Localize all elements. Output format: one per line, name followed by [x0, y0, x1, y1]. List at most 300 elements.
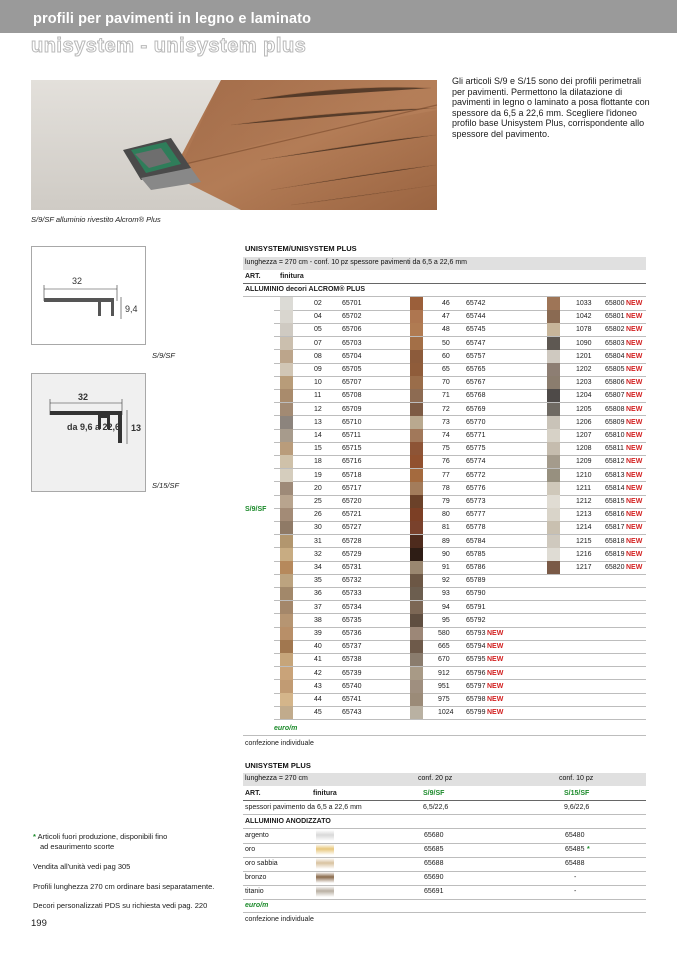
- table1-swatch: [280, 363, 293, 376]
- table1-article-code: 65742: [466, 300, 486, 307]
- table1-article-code: 65808: [605, 405, 625, 413]
- table1-article-code: 65785: [466, 550, 486, 558]
- table1-swatch: [280, 521, 293, 534]
- table1-row-rule: [274, 627, 646, 628]
- table1-row-rule: [274, 600, 646, 601]
- table2-euro: euro/m: [245, 902, 269, 909]
- profile-s15sf-range: da 9,6 a 22,6: [67, 422, 121, 432]
- table1-code: 1204: [576, 392, 592, 400]
- table1-code: 48: [442, 326, 450, 334]
- table1-code: 1216: [576, 550, 592, 558]
- table2-code-2: 65485: [565, 846, 585, 853]
- table2-code-2: 65488: [565, 860, 585, 867]
- table1-packaging: confezione individuale: [245, 740, 314, 747]
- footnote-star: *: [33, 832, 36, 841]
- table1-code: 07: [314, 339, 322, 347]
- table1-swatch: [410, 363, 423, 376]
- table1-article-code: 65813: [605, 471, 625, 479]
- table1-code: 73: [442, 418, 450, 426]
- table1-code: 1213: [576, 511, 592, 519]
- table1-swatch: [547, 508, 560, 521]
- table1-article-code: 65818: [605, 537, 625, 545]
- table2-col-art: ART.: [245, 790, 261, 797]
- table1-new-badge: NEW: [487, 709, 504, 717]
- table1-swatch: [410, 508, 423, 521]
- profile-s15sf-height: 13: [131, 423, 142, 433]
- table1-article-code: 65770: [466, 418, 486, 426]
- table1-code: 1214: [576, 524, 592, 532]
- table1-code: 77: [442, 471, 450, 479]
- table2-swatch: [316, 858, 334, 869]
- table1-code: 1212: [576, 498, 592, 505]
- table2-row-rule: [243, 899, 646, 900]
- table1-article-code: 65767: [466, 379, 486, 387]
- table1-new-badge: NEW: [626, 484, 643, 492]
- table1-swatch: [280, 587, 293, 600]
- table1-code: 1205: [576, 405, 592, 413]
- table2-row-rule: [243, 871, 646, 872]
- table1-article-code: 65812: [605, 458, 625, 466]
- table1-code: 15: [314, 445, 322, 453]
- table1-swatch: [410, 667, 423, 680]
- table1-swatch: [547, 389, 560, 402]
- table1-swatch: [280, 653, 293, 666]
- profile-s9sf-label: S/9/SF: [152, 351, 175, 360]
- table1-code: 34: [314, 564, 322, 571]
- table1-row-rule: [274, 693, 646, 694]
- footnote-1b: ad esaurimento scorte: [40, 841, 115, 851]
- table1-new-badge: NEW: [626, 564, 643, 571]
- table1-new-badge: NEW: [487, 696, 504, 703]
- table1-code: 74: [442, 432, 450, 439]
- table2-finish-name: bronzo: [245, 874, 267, 881]
- table1-code: 43: [314, 682, 322, 690]
- table1-swatch: [410, 403, 423, 416]
- table1-code: 1090: [576, 339, 592, 347]
- table1-code: 31: [314, 537, 322, 545]
- table1-swatch: [410, 627, 423, 640]
- table1-code: 45: [314, 709, 322, 717]
- product-photo-illustration: [31, 80, 437, 210]
- table1-code: 08: [314, 352, 322, 360]
- table1-article-code: 65727: [342, 524, 362, 532]
- table2-code-1: 65688: [424, 860, 444, 867]
- table1-new-badge: NEW: [626, 511, 643, 519]
- table1-new-badge: NEW: [626, 313, 643, 321]
- table1-new-badge: NEW: [626, 300, 643, 307]
- table1-new-badge: NEW: [626, 326, 643, 334]
- table1-new-badge: NEW: [626, 471, 643, 479]
- table1-article-code: 65814: [605, 484, 625, 492]
- table2-finish-name: argento: [245, 832, 269, 839]
- table1-row-rule: [274, 587, 646, 588]
- table1-swatch: [547, 495, 560, 508]
- table1-swatch: [280, 442, 293, 455]
- table1-title: UNISYSTEM/UNISYSTEM PLUS: [245, 244, 357, 253]
- table1-swatch: [547, 323, 560, 336]
- table1-code: 13: [314, 418, 322, 426]
- table1-code: 1202: [576, 366, 592, 373]
- table1-code: 65: [442, 366, 450, 373]
- table1-swatch: [280, 561, 293, 574]
- table1-code: 81: [442, 524, 450, 532]
- table1-swatch: [280, 508, 293, 521]
- table1-article-code: 65710: [342, 418, 362, 426]
- table2-swatch: [316, 886, 334, 897]
- table1-article-code: 65790: [466, 590, 486, 598]
- table1-article-code: 65728: [342, 537, 362, 545]
- table1-swatch: [410, 706, 423, 719]
- table1-swatch: [280, 403, 293, 416]
- table1-article-code: 65718: [342, 471, 362, 479]
- table1-swatch: [547, 442, 560, 455]
- table1-code: 76: [442, 458, 450, 466]
- table1-article-code: 65815: [605, 498, 625, 505]
- table1-article-code: 65757: [466, 352, 486, 360]
- table1-swatch: [410, 574, 423, 587]
- table1-swatch: [410, 429, 423, 442]
- table2-thickness2: 9,6/22,6: [564, 804, 590, 811]
- table1-code: 1206: [576, 418, 592, 426]
- table1-swatch: [280, 627, 293, 640]
- table1-article-code: 65794: [466, 643, 486, 651]
- table1-code: 1215: [576, 537, 592, 545]
- table1-code: 1211: [576, 484, 592, 492]
- table1-article-code: 65739: [342, 669, 362, 677]
- table1-swatch: [280, 548, 293, 561]
- table1-article-code: 65817: [605, 524, 625, 532]
- table1-article-code: 65709: [342, 405, 362, 413]
- table1-code: 665: [438, 643, 450, 651]
- table1-code: 12: [314, 405, 322, 413]
- table1-article-code: 65803: [605, 339, 625, 347]
- table1-new-badge: NEW: [626, 432, 643, 439]
- table1-code: 72: [442, 405, 450, 413]
- table1-swatch: [410, 416, 423, 429]
- profile-s9sf-drawing: [32, 247, 147, 346]
- table2-header-row: [243, 787, 646, 800]
- table1-swatch: [547, 350, 560, 363]
- table1-swatch: [280, 667, 293, 680]
- table2-finish-name: oro: [245, 846, 256, 853]
- table1-new-badge: NEW: [626, 458, 643, 466]
- table1-swatch: [410, 601, 423, 614]
- table1-article-code: 65737: [342, 643, 362, 651]
- table1-swatch: [410, 350, 423, 363]
- table1-code: 1201: [576, 352, 592, 360]
- table1-row-rule: [274, 613, 646, 614]
- table1-swatch: [410, 561, 423, 574]
- table2-conf1: conf. 20 pz: [418, 775, 453, 782]
- table1-code: 94: [442, 603, 450, 611]
- table1-swatch: [547, 416, 560, 429]
- table1-new-badge: NEW: [487, 656, 504, 664]
- table1-swatch: [280, 535, 293, 548]
- table1-article-code: 65802: [605, 326, 625, 334]
- table1-new-badge: NEW: [626, 445, 643, 453]
- table1-article-code: 65717: [342, 484, 362, 492]
- table1-code: 11: [314, 392, 322, 400]
- table1-code: 670: [438, 656, 450, 664]
- table1-swatch: [547, 521, 560, 534]
- table2-swatch: [316, 872, 334, 883]
- table1-group-row: [243, 283, 646, 296]
- table1-swatch: [280, 455, 293, 468]
- table1-code: 1208: [576, 445, 592, 453]
- profile-s9sf-width: 32: [72, 276, 83, 286]
- table1-article-code: 65806: [605, 379, 625, 387]
- table2-row-rule: [243, 857, 646, 858]
- table1-code: 14: [314, 432, 322, 439]
- table1-code: 75: [442, 445, 450, 453]
- product-photo: [31, 80, 437, 210]
- table1-code: 912: [438, 669, 450, 677]
- table1-swatch: [410, 548, 423, 561]
- table1-swatch: [280, 574, 293, 587]
- table2-swatch: [316, 844, 334, 855]
- table1-article-code: 65792: [466, 616, 486, 624]
- table1-swatch: [280, 469, 293, 482]
- table1-code: 44: [314, 696, 322, 703]
- profile-s9sf-height: 9,4: [125, 304, 138, 314]
- page-title: profili per pavimenti in legno e laminato: [33, 11, 312, 27]
- table1-swatch: [280, 614, 293, 627]
- table1-code: 30: [314, 524, 322, 532]
- table2-art2: S/15/SF: [564, 790, 590, 797]
- table1-swatch: [410, 521, 423, 534]
- table1-swatch: [547, 376, 560, 389]
- table2-code-2: -: [574, 874, 577, 881]
- table1-subtitle: lunghezza = 270 cm - conf. 10 pz spessore pavimenti da 6,5 a 22,6 mm: [245, 259, 467, 266]
- table2-conf2: conf. 10 pz: [559, 775, 594, 782]
- table1-article-code: 65773: [466, 498, 486, 505]
- table1-swatch: [410, 442, 423, 455]
- table1-new-badge: NEW: [626, 524, 643, 532]
- table1-code: 1033: [576, 300, 592, 307]
- table1-swatch: [410, 587, 423, 600]
- table2-finish-name: titanio: [245, 888, 264, 895]
- table1-code: 37: [314, 603, 322, 611]
- table2-code-2: 65480: [565, 832, 585, 839]
- table1-code: 93: [442, 590, 450, 598]
- table1-new-badge: NEW: [487, 669, 504, 677]
- table1-article-code: 65793: [466, 630, 486, 637]
- table1-code: 951: [438, 682, 450, 690]
- profile-s15sf-width: 32: [78, 392, 89, 402]
- table1-article-code: 65784: [466, 537, 486, 545]
- table2-code-1: 65690: [424, 874, 444, 881]
- table1-code: 80: [442, 511, 450, 519]
- page-subtitle: unisystem - unisystem plus: [31, 35, 307, 57]
- table1-code: 78: [442, 484, 450, 492]
- photo-caption: S/9/SF alluminio rivestito Alcrom® Plus: [31, 215, 161, 224]
- table1-row-rule: [274, 640, 646, 641]
- table2-subtitle-row: [243, 773, 646, 786]
- table1-code: 10: [314, 379, 322, 387]
- footnote-2: Vendita all'unità vedi pag 305: [33, 862, 131, 871]
- table1-article-code: 65707: [342, 379, 362, 387]
- table1-code: 95: [442, 616, 450, 624]
- table1-article-code: 65720: [342, 498, 362, 505]
- table1-article-code: 65795: [466, 656, 486, 664]
- table1-swatch: [410, 310, 423, 323]
- footnote-discontinued: [33, 832, 167, 851]
- table1-code: 1024: [438, 709, 454, 717]
- table1-swatch: [280, 429, 293, 442]
- table1-swatch: [410, 376, 423, 389]
- table1-code: 47: [442, 313, 450, 321]
- table2-title: UNISYSTEM PLUS: [245, 761, 311, 770]
- table1-code: 39: [314, 630, 322, 637]
- table2-finish-name: oro sabbia: [245, 860, 278, 867]
- table1-new-badge: NEW: [487, 643, 504, 651]
- profile-drawing-s9sf: [31, 246, 146, 345]
- table1-article-code: 65774: [466, 458, 486, 466]
- table1-article-code: 65736: [342, 630, 362, 637]
- table2-star: *: [587, 846, 590, 853]
- intro-text: Gli articoli S/9 e S/15 sono dei profili perimetrali per pavimenti. Permettono la dilatazione di pavimenti in legno o laminato a posa flottante con spessore da 6,5 a 22,6 mm. Scegliere l'idoneo profilo base Unisystem Plus, corrispondente allo spessore del pavimento.: [452, 76, 650, 139]
- table2-row-rule: [243, 885, 646, 886]
- table2-subtitle: lunghezza = 270 cm: [245, 775, 308, 782]
- table1-code: 35: [314, 577, 322, 585]
- table1-article-code: 65809: [605, 418, 625, 426]
- table1-code: 38: [314, 616, 322, 624]
- table1-new-badge: NEW: [626, 498, 643, 505]
- table1-code: 02: [314, 300, 322, 307]
- table1-article-code: 65772: [466, 471, 486, 479]
- table1-swatch: [280, 693, 293, 706]
- table1-code: 71: [442, 392, 450, 400]
- table1-swatch: [547, 561, 560, 574]
- table2-art1: S/9/SF: [423, 790, 445, 797]
- table1-swatch: [410, 693, 423, 706]
- table1-swatch: [280, 297, 293, 310]
- table1-article-code: 65807: [605, 392, 625, 400]
- table1-swatch: [410, 482, 423, 495]
- table1-swatch: [280, 601, 293, 614]
- table1-article-code: 65747: [466, 339, 486, 347]
- table1-header-row: [243, 270, 646, 283]
- table1-article-code: 65816: [605, 511, 625, 519]
- table1-article-code: 65771: [466, 432, 486, 439]
- table1-article-code: 65740: [342, 682, 362, 690]
- table1-article-code: 65819: [605, 550, 625, 558]
- table2-code-1: 65691: [424, 888, 444, 895]
- table1-swatch: [547, 337, 560, 350]
- table1-article-code: 65702: [342, 313, 362, 321]
- table1-swatch: [410, 640, 423, 653]
- table1-col-finish: finitura: [280, 273, 304, 280]
- table1-article-code: 65733: [342, 590, 362, 598]
- table1-code: 1207: [576, 432, 592, 439]
- table1-article-code: 65706: [342, 326, 362, 334]
- table1-code: 36: [314, 590, 322, 598]
- table1-article-code: 65769: [466, 405, 486, 413]
- table1-code: 20: [314, 484, 322, 492]
- table1-article-code: 65716: [342, 458, 362, 466]
- table2-group: ALLUMINIO ANODIZZATO: [245, 818, 331, 825]
- table1-article-code: 65775: [466, 445, 486, 453]
- table1-article-code: 65703: [342, 339, 362, 347]
- table1-code: 91: [442, 564, 450, 571]
- table1-article-code: 65735: [342, 616, 362, 624]
- table1-code: 26: [314, 511, 322, 519]
- table1-swatch: [547, 310, 560, 323]
- table1-swatch: [280, 706, 293, 719]
- table1-new-badge: NEW: [626, 550, 643, 558]
- table1-article-code: 65744: [466, 313, 486, 321]
- table1-article-code: 65741: [342, 696, 362, 703]
- table1-swatch: [547, 363, 560, 376]
- table1-new-badge: NEW: [626, 366, 643, 373]
- table1-swatch: [547, 403, 560, 416]
- table1-article-code: 65805: [605, 366, 625, 373]
- table1-subtitle-row: [243, 257, 646, 270]
- table1-article-code: 65801: [605, 313, 625, 321]
- table1-swatch: [410, 653, 423, 666]
- table1-swatch: [547, 297, 560, 310]
- table1-new-badge: NEW: [626, 379, 643, 387]
- table1-code: 46: [442, 300, 450, 307]
- table1-article-code: 65820: [605, 564, 625, 571]
- header-bar: [0, 0, 677, 33]
- table1-new-badge: NEW: [626, 405, 643, 413]
- table1-swatch: [410, 337, 423, 350]
- table2-code-1: 65685: [424, 846, 444, 853]
- profile-s15sf-label: S/15/SF: [152, 481, 180, 490]
- table1-code: 1078: [576, 326, 592, 334]
- table1-article-code: 65778: [466, 524, 486, 532]
- table1-swatch: [280, 350, 293, 363]
- table1-article-code: 65734: [342, 603, 362, 611]
- table1-row-rule: [274, 706, 646, 707]
- footnote-4: Decori personalizzati PDS su richiesta vedi pag. 220: [33, 901, 208, 910]
- table1-article-code: 65811: [605, 445, 624, 453]
- table2-col-finish: finitura: [313, 790, 337, 797]
- table1-swatch: [280, 310, 293, 323]
- table1-swatch: [410, 455, 423, 468]
- table1-article-code: 65704: [342, 352, 362, 360]
- table1-swatch: [547, 469, 560, 482]
- table1-swatch: [547, 535, 560, 548]
- table1-swatch: [410, 323, 423, 336]
- table1-article-code: 65768: [466, 392, 486, 400]
- table1-code: 1217: [576, 564, 592, 571]
- table1-article-code: 65791: [466, 603, 486, 611]
- table1-code: 1042: [576, 313, 592, 321]
- footnote-1a: Articoli fuori produzione, disponibili fino: [37, 832, 168, 841]
- table1-code: 70: [442, 379, 450, 387]
- table1-new-badge: NEW: [626, 537, 643, 545]
- table2-code-1: 65680: [424, 832, 444, 839]
- table1-article-code: 65786: [466, 564, 486, 571]
- profile-drawing-s15sf: [31, 373, 146, 492]
- table1-code: 1203: [576, 379, 592, 387]
- table1-code: 09: [314, 366, 322, 373]
- table2-thickness-label: spessori pavimento da 6,5 a 22,6 mm: [245, 804, 362, 811]
- table1-code: 1210: [576, 471, 592, 479]
- table1-code: 05: [314, 326, 322, 334]
- table1-row-rule: [274, 653, 646, 654]
- table1-article-code: 65800: [605, 300, 625, 307]
- table2-swatch: [316, 830, 334, 841]
- table1-new-badge: NEW: [487, 682, 504, 690]
- table1-article-code: 65804: [605, 352, 625, 360]
- table1-article-code: 65799: [466, 709, 486, 717]
- table2-thickness1: 6,5/22,6: [423, 804, 449, 811]
- table1-article-label: S/9/SF: [245, 506, 267, 513]
- table1-swatch: [280, 416, 293, 429]
